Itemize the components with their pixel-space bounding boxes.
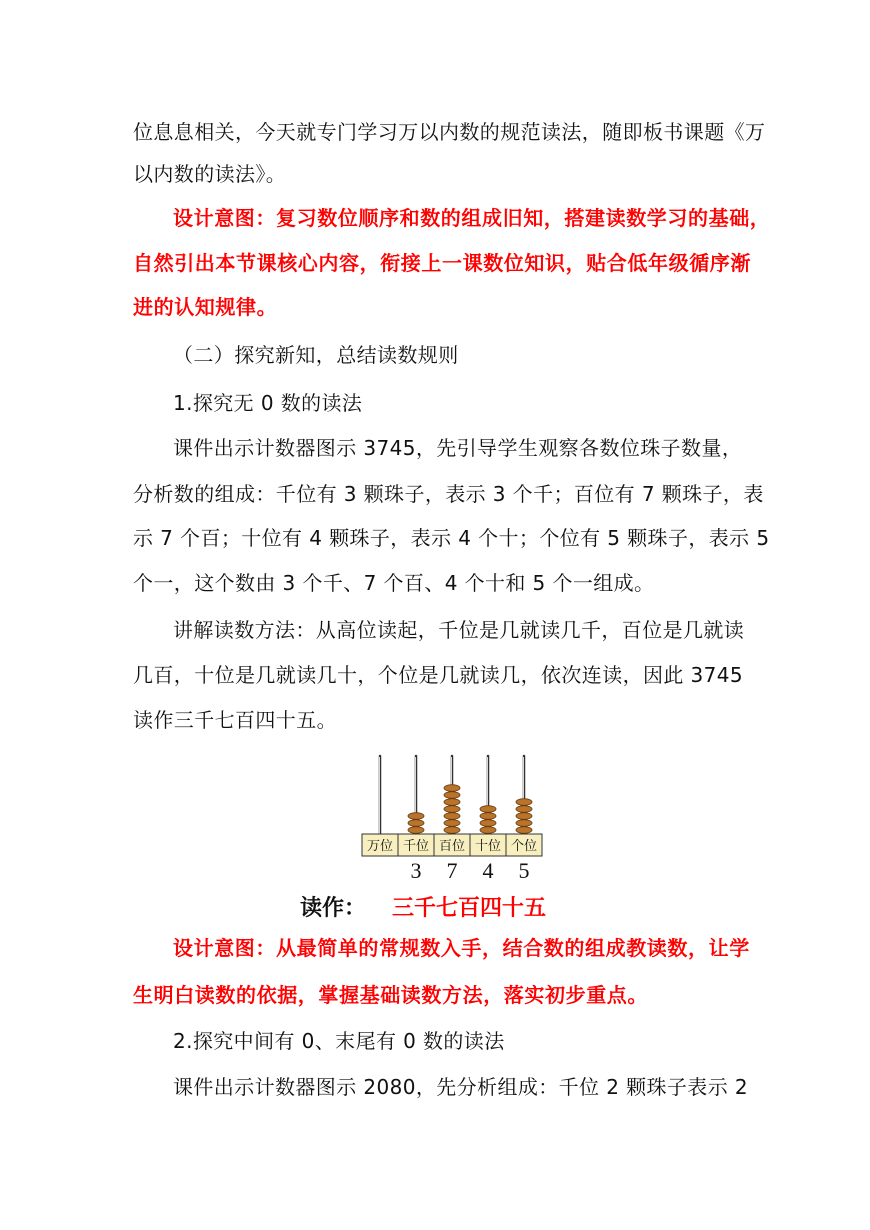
place-digit: 4	[482, 858, 494, 883]
paragraph-line: 分析数的组成：千位有 3 颗珠子，表示 3 个千；百位有 7 颗珠子，表	[133, 482, 764, 506]
place-digit: 5	[518, 858, 530, 883]
design-intent-line: 自然引出本节课核心内容，衔接上一课数位知识，贴合低年级循序渐	[133, 251, 751, 275]
place-label: 个位	[510, 839, 538, 854]
design-intent-line: 设计意图：从最简单的常规数入手，结合数的组成教读数，让学	[173, 936, 750, 960]
place-label: 千位	[402, 839, 430, 854]
abacus-figure	[358, 752, 548, 888]
reading-value: 三千七百四十五	[392, 896, 547, 921]
abacus-illustration	[358, 752, 548, 888]
design-intent-line: 设计意图：复习数位顺序和数的组成旧知，搭建读数学习的基础，	[173, 206, 771, 230]
abacus-bead	[516, 806, 532, 813]
paragraph-line: 示 7 个百；十位有 4 颗珠子，表示 4 个十；个位有 5 颗珠子，表示 5	[133, 526, 770, 550]
subsection-heading: 2.探究中间有 0、末尾有 0 数的读法	[173, 1029, 505, 1053]
abacus-bead	[480, 820, 496, 827]
abacus-bead	[444, 785, 460, 792]
abacus-bead	[444, 820, 460, 827]
place-label: 百位	[438, 839, 466, 854]
abacus-bead	[444, 806, 460, 813]
abacus-bead	[444, 799, 460, 806]
paragraph-line: 讲解读数方法：从高位读起，千位是几就读几千，百位是几就读	[173, 618, 745, 642]
design-intent-line: 进的认知规律。	[133, 295, 278, 319]
place-digit: 7	[446, 858, 458, 883]
abacus-bead	[480, 827, 496, 834]
abacus-bead	[516, 799, 532, 806]
paragraph-line: 几百，十位是几就读几十，个位是几就读几，依次连读，因此 3745	[133, 663, 744, 687]
design-intent-line: 生明白读数的依据，掌握基础读数方法，落实初步重点。	[133, 983, 648, 1007]
reading-prefix: 读作：	[300, 896, 367, 921]
abacus-bead	[408, 820, 424, 827]
abacus-bead	[516, 820, 532, 827]
abacus-bead	[444, 792, 460, 799]
abacus-bead	[480, 813, 496, 820]
abacus-bead	[408, 813, 424, 820]
place-digit: 3	[410, 858, 422, 883]
paragraph-line: 读作三千七百四十五。	[133, 708, 337, 732]
paragraph-line: 以内数的读法》。	[133, 162, 287, 186]
subsection-heading: 1.探究无 0 数的读法	[173, 391, 363, 415]
abacus-bead	[516, 827, 532, 834]
paragraph-line: 课件出示计数器图示 3745，先引导学生观察各数位珠子数量，	[173, 436, 743, 460]
paragraph-line: 个一，这个数由 3 个千、7 个百、4 个十和 5 个一组成。	[133, 571, 655, 595]
paragraph-line: 位息息相关，今天就专门学习万以内数的规范读法，随即板书课题《万	[133, 120, 766, 144]
abacus-bead	[444, 827, 460, 834]
abacus-bead	[444, 813, 460, 820]
abacus-bead	[516, 813, 532, 820]
section-heading: （二）探究新知，总结读数规则	[173, 343, 459, 367]
place-label: 十位	[474, 839, 502, 854]
place-label: 万位	[366, 839, 394, 854]
abacus-bead	[408, 827, 424, 834]
paragraph-line: 课件出示计数器图示 2080，先分析组成：千位 2 颗珠子表示 2	[173, 1075, 748, 1099]
abacus-bead	[480, 806, 496, 813]
